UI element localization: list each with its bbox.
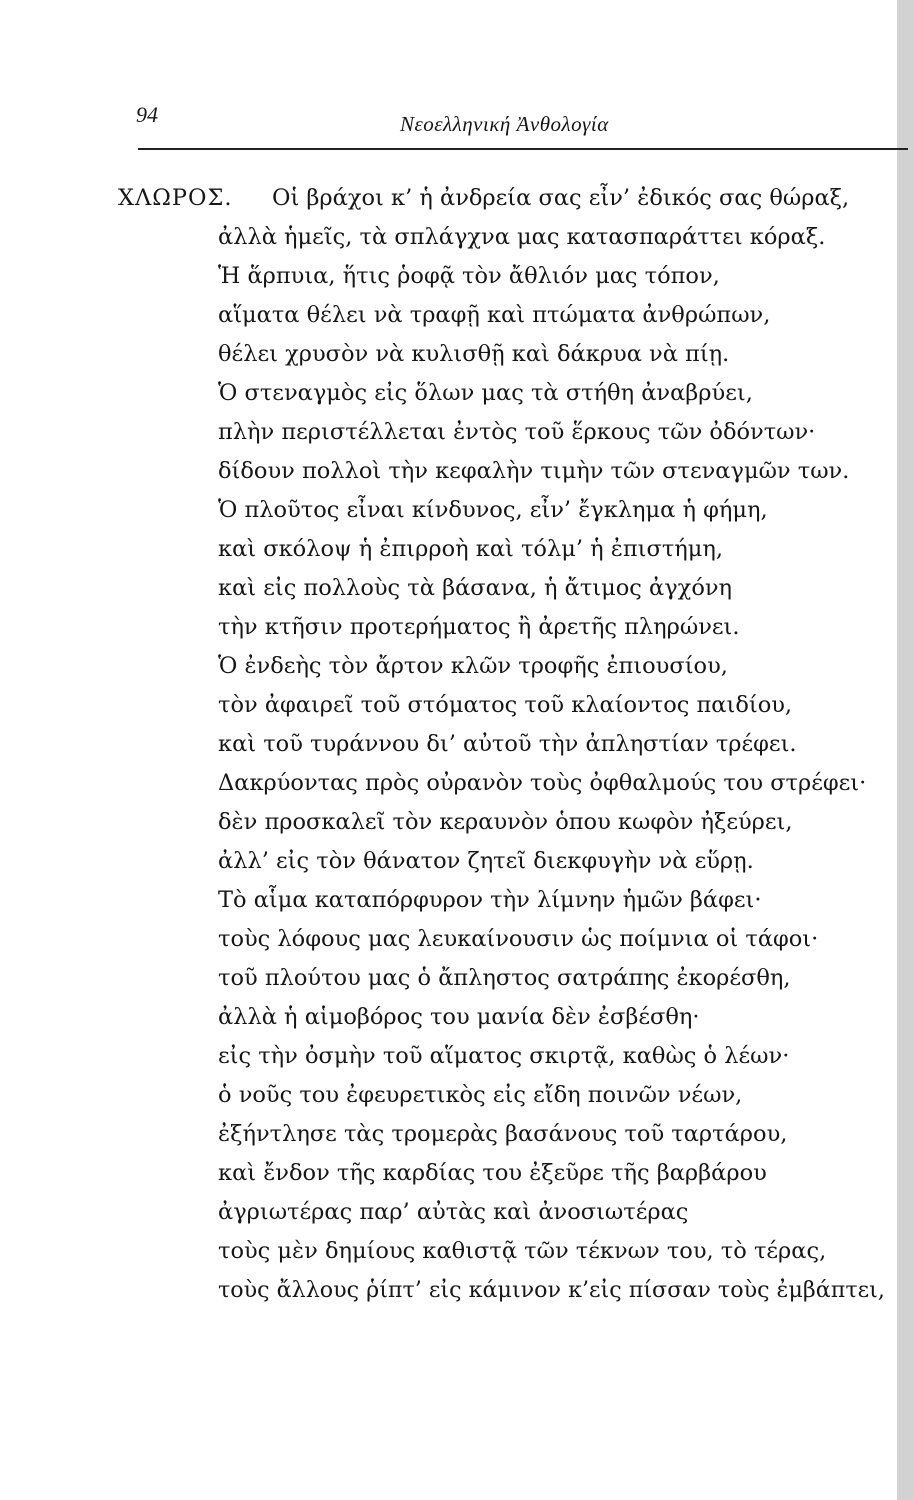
- verse-line: πλὴν περιστέλλεται ἐντὸς τοῦ ἕρκους τῶν ὀδόντων·: [218, 419, 816, 445]
- page-number: 94: [136, 102, 158, 127]
- verse-line: καὶ ἔνδον τῆς καρδίας του ἐξεῦρε τῆς βαρβάρου: [218, 1160, 767, 1186]
- verse-line: τὸν ἀφαιρεῖ τοῦ στόματος τοῦ κλαίοντος παιδίου,: [218, 692, 793, 718]
- verse-line: ὁ νοῦς του ἐφευρετικὸς εἰς εἴδη ποινῶν νέων,: [218, 1082, 743, 1108]
- verse-line: ἀγριωτέρας παρ’ αὐτὰς καὶ ἀνοσιωτέρας: [218, 1199, 689, 1225]
- verse-line: καὶ σκόλοψ ἡ ἐπιρροὴ καὶ τόλμ’ ἡ ἐπιστήμη,: [218, 536, 724, 562]
- speaker-name: ΧΛΩΡΟΣ.: [118, 185, 233, 211]
- verse-line: ἀλλ’ εἰς τὸν θάνατον ζητεῖ διεκφυγὴν νὰ εὕρῃ.: [218, 848, 754, 874]
- page-edge-shadow: [897, 0, 913, 1500]
- verse-line: τοῦ πλούτου μας ὁ ἄπληστος σατράπης ἐκορέσθη,: [218, 965, 791, 991]
- verse-line: καὶ εἰς πολλοὺς τὰ βάσανα, ἡ ἄτιμος ἀγχόνη: [218, 575, 733, 601]
- verse-line: εἰς τὴν ὀσμὴν τοῦ αἵματος σκιρτᾷ, καθὼς ὁ λέων·: [218, 1043, 790, 1069]
- verse-line: δὲν προσκαλεῖ τὸν κεραυνὸν ὁπου κωφὸν ἠξεύρει,: [218, 809, 793, 835]
- verse-line: Ὁ ἐνδεὴς τὸν ἄρτον κλῶν τροφῆς ἐπιουσίου,: [218, 653, 728, 679]
- verse-line: τὴν κτῆσιν προτερήματος ἢ ἀρετῆς πληρώνει.: [218, 614, 740, 640]
- running-title: Νεοελληνική Ἀνθολογία: [400, 112, 609, 136]
- verse-line: αἵματα θέλει νὰ τραφῇ καὶ πτώματα ἀνθρώπων,: [218, 302, 771, 328]
- verse-line: καὶ τοῦ τυράννου δι’ αὐτοῦ τὴν ἀπληστίαν τρέφει.: [218, 731, 797, 757]
- verse-line: Ὁ στεναγμὸς εἰς ὅλων μας τὰ στήθη ἀναβρύει,: [218, 380, 753, 406]
- header-rule: [138, 148, 908, 150]
- verse-line: ἀλλὰ ἡμεῖς, τὰ σπλάγχνα μας κατασπαράττει κόραξ.: [218, 224, 826, 250]
- verse-line: Ὁ πλοῦτος εἶναι κίνδυνος, εἶν’ ἔγκλημα ἡ φήμη,: [218, 497, 768, 523]
- verse-line: ἐξήντλησε τὰς τρομερὰς βασάνους τοῦ ταρτάρου,: [218, 1121, 788, 1147]
- verse-line: τοὺς μὲν δημίους καθιστᾷ τῶν τέκνων του, τὸ τέρας,: [218, 1238, 827, 1264]
- verse-line: Ἡ ἅρπυια, ἥτις ῥοφᾷ τὸν ἄθλιόν μας τόπον,: [218, 263, 720, 289]
- verse-line: Οἱ βράχοι κ’ ἡ ἀνδρεία σας εἶν’ ἐδικός σας θώραξ,: [272, 185, 850, 211]
- verse-line: Τὸ αἷμα καταπόρφυρον τὴν λίμνην ἡμῶν βάφει·: [218, 887, 762, 913]
- verse-line: δίδουν πολλοὶ τὴν κεφαλὴν τιμὴν τῶν στεναγμῶν των.: [218, 458, 850, 484]
- verse-line: θέλει χρυσὸν νὰ κυλισθῇ καὶ δάκρυα νὰ πίῃ.: [218, 341, 730, 367]
- verse-line: τοὺς ἄλλους ῥίπτ’ εἰς κάμινον κ’εἰς πίσσαν τοὺς ἐμβάπτει,: [218, 1277, 885, 1303]
- verse-line: ἀλλὰ ἡ αἱμοβόρος του μανία δὲν ἐσβέσθη·: [218, 1004, 700, 1030]
- verse-line: τοὺς λόφους μας λευκαίνουσιν ὡς ποίμνια οἱ τάφοι·: [218, 926, 819, 952]
- verse-line: Δακρύοντας πρὸς οὐρανὸν τοὺς ὀφθαλμούς του στρέφει·: [218, 770, 867, 796]
